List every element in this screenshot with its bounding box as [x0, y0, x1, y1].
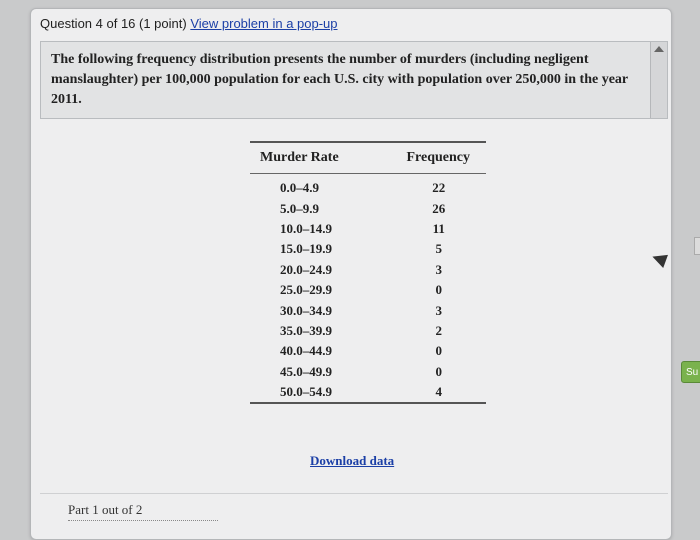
frequency-cell: 5 [435, 241, 442, 257]
frequency-cell: 26 [432, 200, 446, 216]
scroll-up-icon[interactable] [654, 46, 664, 52]
part-label: Part 1 out of 2 [68, 502, 143, 517]
frequency-table [250, 141, 486, 404]
rate-cell: 30.0–34.9 [280, 302, 332, 318]
rate-cell: 0.0–4.9 [280, 180, 319, 196]
table-row [250, 174, 486, 199]
rate-cell: 45.0–49.9 [280, 363, 332, 379]
table-row [250, 239, 486, 259]
frequency-cell: 0 [435, 343, 442, 359]
rate-cell: 25.0–29.9 [280, 282, 332, 298]
problem-scrollbar[interactable] [650, 42, 667, 118]
table-row [250, 198, 486, 218]
frequency-cell: 11 [432, 220, 445, 236]
download-data-link[interactable]: Download data [310, 453, 395, 468]
rate-cell: 10.0–14.9 [280, 220, 332, 236]
side-scroll-handle[interactable] [694, 237, 700, 255]
problem-box [40, 41, 668, 119]
rate-cell: 5.0–9.9 [280, 200, 319, 216]
table-row [250, 260, 486, 280]
header-murder-rate: Murder Rate [250, 142, 371, 174]
problem-text: The following frequency distribution presents the number of murders (including negligent manslaughter) per 100,000 population for each U.S. city with population over 250,000 in the year 2011. [51, 52, 628, 107]
frequency-cell: 22 [432, 180, 446, 196]
rate-cell: 35.0–39.9 [280, 322, 332, 338]
header-frequency: Frequency [371, 142, 486, 174]
cutoff-text-line [68, 520, 218, 527]
frequency-cell: 2 [435, 322, 442, 338]
table-row [250, 362, 486, 382]
question-label: Question 4 of 16 (1 point) [40, 16, 187, 31]
frequency-cell: 3 [435, 302, 442, 318]
frequency-cell: 3 [435, 261, 442, 277]
rate-cell: 20.0–24.9 [280, 261, 332, 277]
rate-cell: 40.0–44.9 [280, 343, 332, 359]
table-row [250, 382, 486, 403]
table-header-row [250, 142, 486, 174]
question-header [40, 16, 338, 31]
frequency-cell: 0 [435, 282, 442, 298]
table-row [250, 341, 486, 361]
rate-cell: 50.0–54.9 [250, 382, 371, 403]
part-divider [40, 493, 668, 494]
side-submit-tab[interactable]: Su [681, 361, 700, 383]
rate-cell: 15.0–19.9 [280, 241, 332, 257]
table-row [250, 219, 486, 239]
table-row [250, 300, 486, 320]
popup-link[interactable]: View problem in a pop-up [190, 16, 338, 31]
table-row [250, 321, 486, 341]
table-row [250, 280, 486, 300]
frequency-cell: 0 [435, 363, 442, 379]
frequency-cell: 4 [371, 382, 486, 403]
